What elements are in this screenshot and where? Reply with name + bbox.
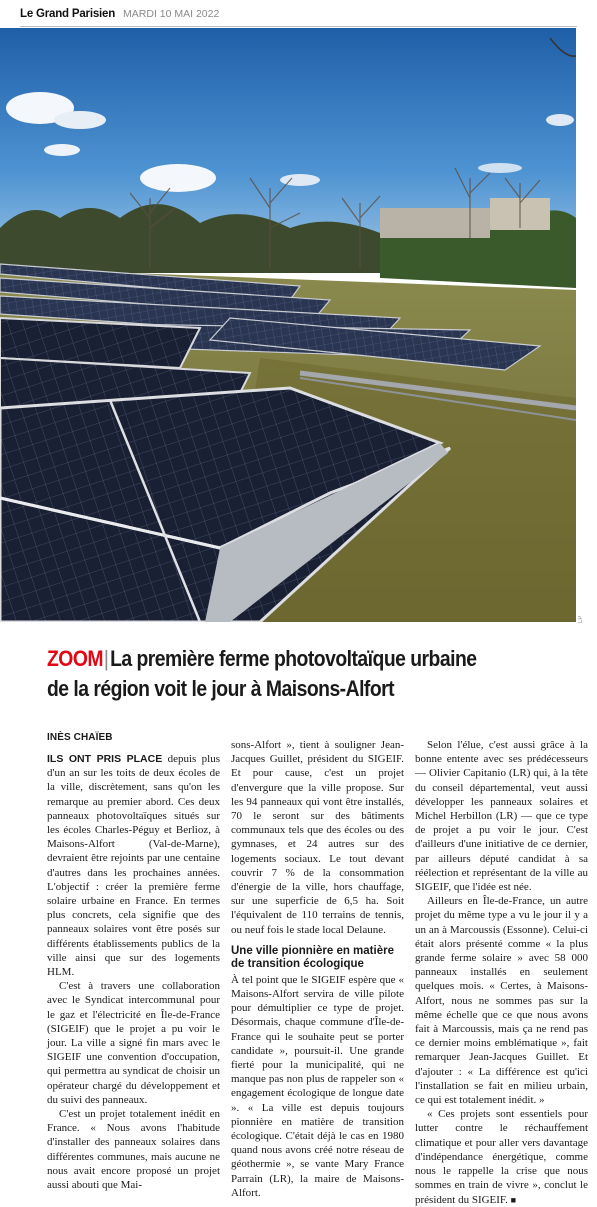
paragraph: À tel point que le SIGEIF espère que « Maisons-Alfort servira de ville pilote pour démultiplier ce type de projet. Désormais, chaque commune d'Île-de-France qui le souhaite peut se porter candidate », poursuit-il. Une grande fierté pour la municipalité, qui ne manque pas non plus de rappeler son « engagement écologique de longue date ». « La ville est depuis toujours pionnière en matière de transition écologique. C'était déjà le cas en 1980 quand nous avons créé notre réseau de géothermie », se vante Mary France Parrain (LR), la maire de Maisons-Alfort.	[231, 973, 404, 1199]
headline-line-1	[47, 644, 511, 674]
headline	[47, 644, 511, 704]
byline: INÈS CHAÏEB	[47, 732, 113, 743]
headline-line-2: de la région voit le jour à Maisons-Alfort	[47, 676, 395, 701]
kicker-label: ZOOM	[47, 646, 103, 671]
article-column-3	[415, 738, 588, 1207]
article-column-1	[47, 752, 220, 1192]
paragraph: C'est un projet totalement inédit en France. « Nous avons l'habitude d'installer des panneaux solaires dans différentes communes, mais aucune ne nous avait encore proposé un projet aussi abouti que Mai-	[47, 1108, 220, 1192]
paragraph-text: depuis plus d'un an sur les toits de deux écoles de la ville, discrètement, sans qu'on les remarque au premier abord. Ces deux panneaux photovoltaïques situés sur les écoles Charles-Péguy et Berlioz, à Maisons-Alfort (Val-de-Marne), devraient être rejoints par une centaine d'autres dans les prochaines années. L'objectif : créer la première ferme solaire urbaine en France. En termes plus concrets, cela signifie que des panneaux solaires vont être posés sur différents établissements publics de la ville ainsi que sur des logements HLM.	[47, 753, 221, 979]
end-mark: ■	[510, 1194, 517, 1205]
paragraph: C'est à travers une collaboration avec le Syndicat intercommunal pour le gaz et l'électricité en Île-de-France (SIGEIF) que le projet a pu voir le jour. La ville a signé fin mars avec le SIGEIF une convention d'occupation, qui permettra au syndicat de choisir un opérateur chargé du développement et du suivi des panneaux.	[47, 980, 220, 1106]
masthead	[20, 8, 577, 27]
publication-name: Le Grand Parisien	[20, 8, 116, 20]
paragraph	[415, 1107, 588, 1206]
subheading: Une ville pionnière en matière de transition écologique	[231, 944, 394, 970]
article-column-2	[231, 738, 404, 1200]
headline-text-1: La première ferme photovoltaïque urbaine	[110, 646, 477, 671]
paragraph	[47, 752, 220, 979]
solar-farm-photo	[0, 28, 576, 622]
paragraph: Ailleurs en Île-de-France, un autre projet du même type a vu le jour il y a un an à Marcoussis (Essonne). Celui-ci était alors présenté comme « la plus grande ferme solaire » avec 58 000 panneaux installés en seulement quelques mois. « Certes, à Maisons-Alfort, nous ne sommes pas sur la même échelle que ce que nous avons fait à Marcoussis, mais ça ne rend pas ce dernier moins emblématique », fait remarquer Jean-Jacques Guillet. Et d'ajouter : « La différence est qu'ici l'installation se fait en milieu urbain, ce qui est totalement inédit. »	[415, 895, 588, 1107]
issue-date: MARDI 10 MAI 2022	[123, 8, 220, 20]
paragraph-text: « Ces projets sont essentiels pour lutter contre le réchauffement climatique et pour aller vers davantage d'indépendance énergétique, comme nous le rappelle la crise que nous sommes en train de vivre », conclut le président du SIGEIF.	[415, 1108, 588, 1206]
paragraph: sons-Alfort », tient à souligner Jean-Jacques Guillet, président du SIGEIF. Et pour cause, c'est un projet d'envergure que la ville propose. Sur les 94 panneaux qui vont être installés, 70 le seront sur des bâtiments communaux tels que des écoles ou des gymnases, et 24 autres sur des logements sociaux. Le tout devant couvrir 7 % de la consommation d'énergie de la ville, hors chauffage, sur une superficie de 6,5 ha. Soit l'équivalent de 110 terrains de tennis, ou neuf fois le stade local Delaune.	[231, 739, 404, 936]
paragraph: Selon l'élue, c'est aussi grâce à la bonne entente avec ses prédécesseurs — Olivier Capitanio (LR) qui, à la tête du conseil départemental, veut aussi développer les panneaux solaires et Michel Herbillon (LR) — que ce type de projet a pu voir le jour. C'est d'ailleurs d'une initiative de ce dernier, par ailleurs député candidat à sa réélection et représentant de la ville au SIGEIF, que l'idée est née.	[415, 739, 588, 894]
lead-in: ILS ONT PRIS PLACE	[47, 753, 163, 765]
kicker-separator: |	[103, 646, 109, 671]
photo-credit: LP	[578, 615, 584, 623]
